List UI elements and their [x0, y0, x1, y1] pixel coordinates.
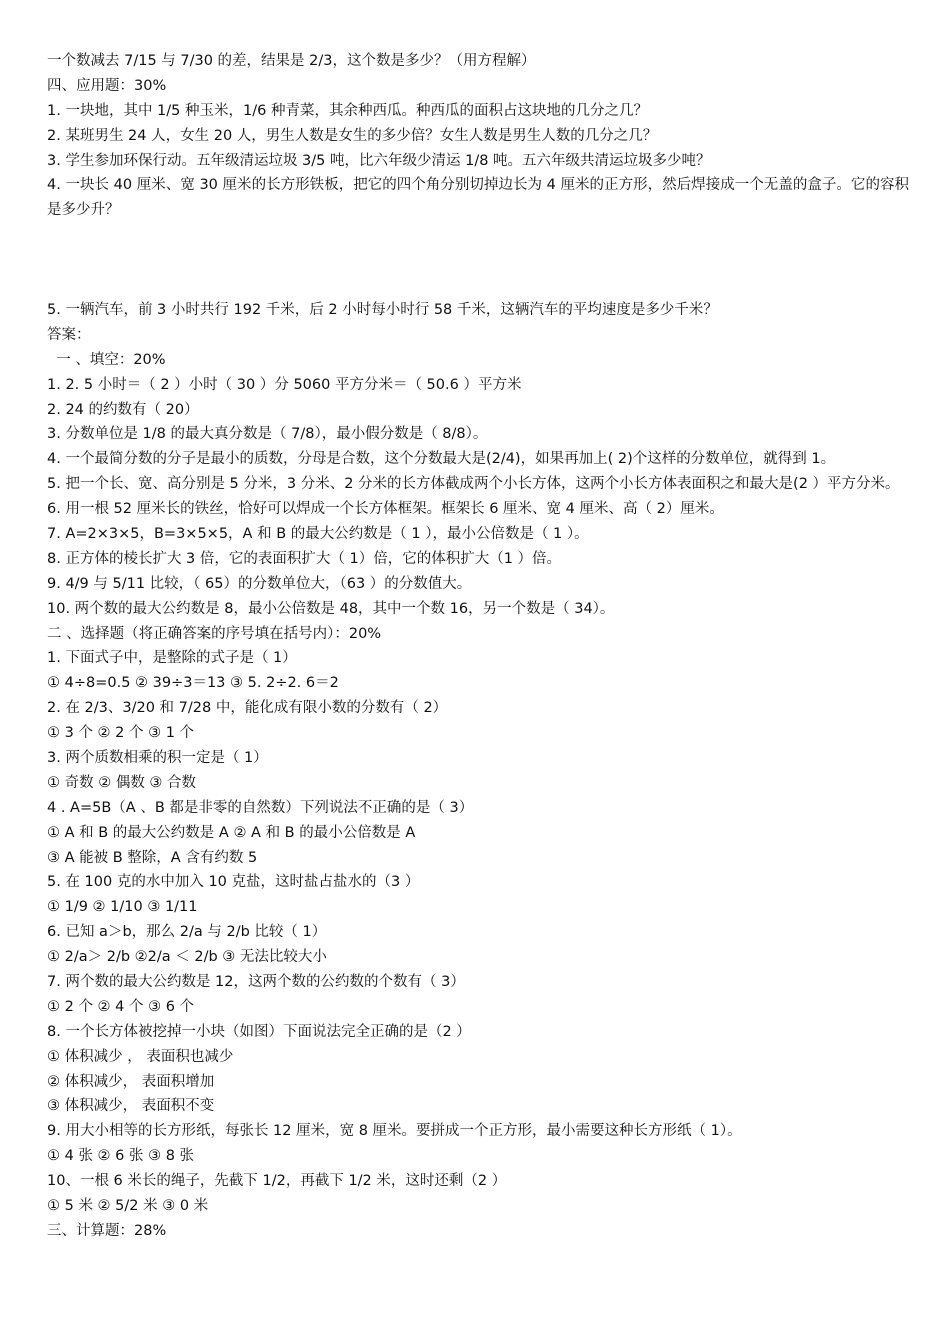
- answer-line: ③ A 能被 B 整除，A 含有约数 5: [47, 849, 258, 866]
- answer-line: 4 . A=5B（A 、B 都是非零的自然数）下列说法不正确的是（ 3）: [47, 799, 474, 816]
- answer-line: 2. 24 的约数有（ 20）: [47, 401, 199, 418]
- answer-space: [47, 223, 909, 298]
- question-line: 2. 某班男生 24 人，女生 20 人，男生人数是女生的多少倍？女生人数是男生人数的几分之几？: [47, 127, 658, 144]
- answer-line: 5. 一辆汽车，前 3 小时共行 192 千米，后 2 小时每小时行 58 千米，这辆汽车的平均速度是多少千米？: [47, 301, 718, 318]
- answer-line: 二 、选择题（将正确答案的序号填在括号内）：20%: [47, 625, 382, 642]
- answer-line: ① 奇数 ② 偶数 ③ 合数: [47, 774, 197, 791]
- answer-line: 3. 分数单位是 1/8 的最大真分数是（ 7/8），最小假分数是（ 8/8）。: [47, 426, 488, 443]
- answer-line: 7. A=2×3×5，B=3×5×5，A 和 B 的最大公约数是（ 1 ），最小公倍数是（ 1 ）。: [47, 526, 589, 542]
- answer-line: 6. 用一根 52 厘米长的铁丝，恰好可以焊成一个长方体框架。框架长 6 厘米、宽 4 厘米、高（ 2）厘米。: [47, 501, 724, 518]
- answer-line: ① 体积减少 ， 表面积也减少: [47, 1048, 234, 1065]
- answer-line: 10. 两个数的最大公约数是 8，最小公倍数是 48，其中一个数 16，另一个数是（ 34）。: [47, 600, 615, 617]
- question-line: 一个数减去 7/15 与 7/30 的差，结果是 2/3，这个数是多少？（用方程解）: [47, 53, 536, 69]
- answer-line: ③ 体积减少， 表面积不变: [47, 1098, 215, 1115]
- answer-line: 5. 在 100 克的水中加入 10 克盐，这时盐占盐水的（3 ）: [47, 874, 420, 891]
- question-line: 四、应用题：30%: [47, 77, 167, 94]
- answer-line: ① 2 个 ② 4 个 ③ 6 个: [47, 998, 195, 1015]
- answer-line: ① 4 张 ② 6 张 ③ 8 张: [47, 1148, 195, 1165]
- answer-section: [47, 298, 909, 447]
- question-line: 1. 一块地，其中 1/5 种玉米，1/6 种青菜，其余种西瓜。种西瓜的面积占这块地的几分之几？: [47, 102, 648, 119]
- answer-line: ① 3 个 ② 2 个 ③ 1 个: [47, 725, 195, 742]
- answer-fill-5: 5. 把一个长、宽、高分别是 5 分米，3 分米、2 分米的长方体截成两个小长方体，这两个小长方体表面积之和最大是(2 ）平方分米。: [47, 476, 900, 493]
- answer-line: 10、一根 6 米长的绳子，先截下 1/2，再截下 1/2 米，这时还剩（2 ）: [47, 1173, 507, 1190]
- answer-line: 1. 下面式子中，是整除的式子是（ 1）: [47, 650, 297, 667]
- answer-line: ① 4÷8=0.5 ② 39÷3＝13 ③ 5. 2÷2. 6＝2: [47, 675, 339, 692]
- document-body: [47, 49, 909, 1244]
- answer-line: ① 2/a＞ 2/b ②2/a ＜ 2/b ③ 无法比较大小: [47, 949, 327, 966]
- answer-line: 三、计算题：28%: [47, 1222, 167, 1239]
- answer-line: 一 、填空：20%: [47, 351, 166, 368]
- answer-fill-4: 4. 一个最简分数的分子是最小的质数，分母是合数，这个分数最大是(2/4)，如果再加上( 2)个这样的分数单位，就得到 1。: [47, 451, 836, 468]
- top-problems: [47, 49, 909, 173]
- answer-line: 3. 两个质数相乘的积一定是（ 1）: [47, 750, 268, 767]
- answer-line: 9. 4/9 与 5/11 比较，（ 65）的分数单位大，（63 ）的分数值大。: [47, 575, 472, 592]
- answer-line: ① 1/9 ② 1/10 ③ 1/11: [47, 899, 198, 916]
- answer-choices: [47, 497, 909, 1244]
- answer-line: 答案：: [47, 326, 91, 343]
- answer-line: ① 5 米 ② 5/2 米 ③ 0 米: [47, 1198, 209, 1215]
- answer-line: 6. 已知 a＞b，那么 2/a 与 2/b 比较（ 1）: [47, 924, 327, 941]
- problem-4: 4. 一块长 40 厘米、宽 30 厘米的长方形铁板，把它的四个角分别切掉边长为 4 厘米的正方形，然后焊接成一个无盖的盒子。它的容积是多少升？: [47, 177, 909, 219]
- answer-line: 2. 在 2/3、3/20 和 7/28 中，能化成有限小数的分数有（ 2）: [47, 700, 448, 717]
- answer-line: 9. 用大小相等的长方形纸，每张长 12 厘米，宽 8 厘米。要拼成一个正方形，最小需要这种长方形纸（ 1）。: [47, 1123, 742, 1140]
- answer-line: 8. 正方体的棱长扩大 3 倍，它的表面积扩大（ 1）倍，它的体积扩大（1 ）倍。: [47, 550, 562, 567]
- answer-line: 1. 2. 5 小时＝（ 2 ）小时（ 30 ）分 5060 平方分米＝（ 50.6 ）平方米: [47, 376, 522, 393]
- answer-line: ② 体积减少， 表面积增加: [47, 1073, 215, 1090]
- answer-line: 7. 两个数的最大公约数是 12，这两个数的公约数的个数有（ 3）: [47, 974, 465, 991]
- answer-line: ① A 和 B 的最大公约数是 A ② A 和 B 的最小公倍数是 A: [47, 824, 416, 841]
- question-line: 3. 学生参加环保行动。五年级清运垃圾 3/5 吨，比六年级少清运 1/8 吨。五六年级共清运垃圾多少吨？: [47, 152, 711, 169]
- answer-line: 8. 一个长方体被挖掉一小块（如图）下面说法完全正确的是（2 ）: [47, 1023, 471, 1040]
